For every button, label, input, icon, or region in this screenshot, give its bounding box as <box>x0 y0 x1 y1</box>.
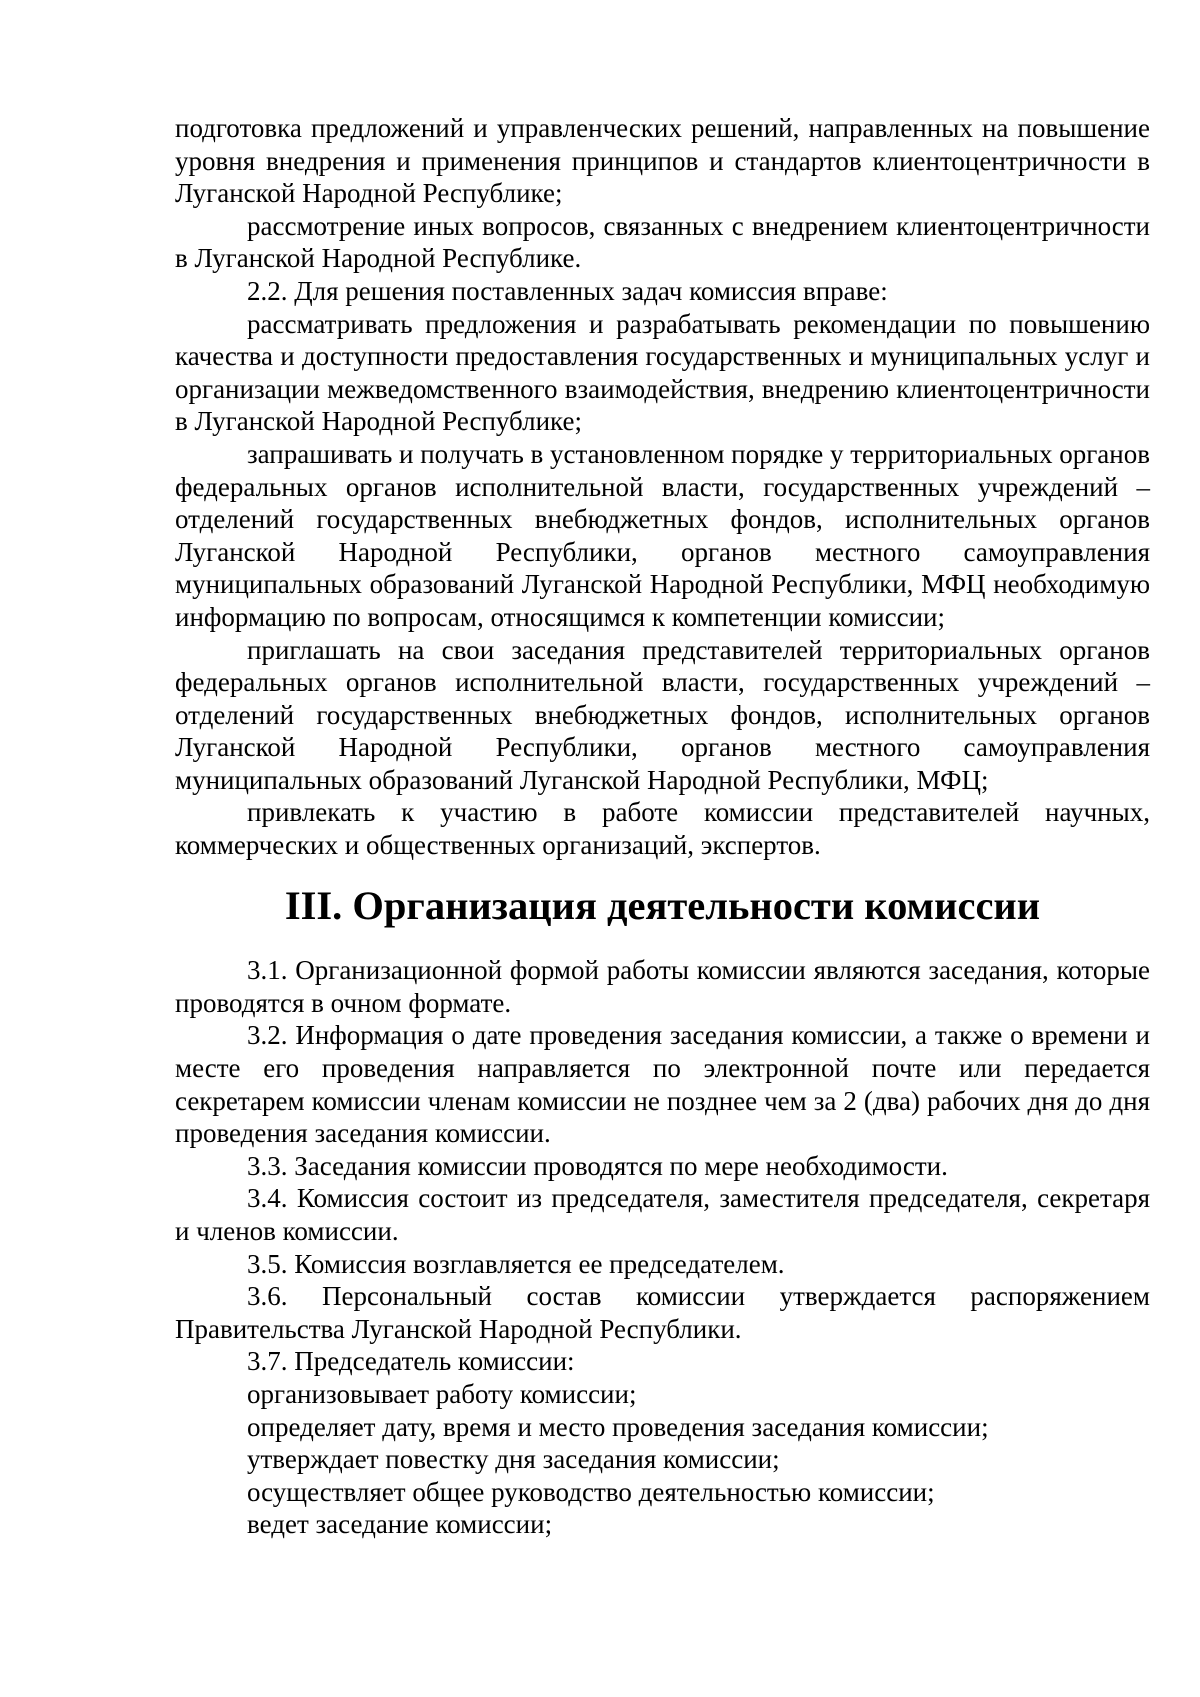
paragraph-proposals-preparation: подготовка предложений и управленческих решений, направленных на повышение уровня внедрения и применения принципов и стандартов клиентоцентричности в Луганской Народной Республике; <box>175 113 1150 209</box>
paragraph-3-6: 3.6. Персональный состав комиссии утверждается распоряжением Правительства Луганской Народной Республики. <box>175 1281 1150 1344</box>
paragraph-3-4: 3.4. Комиссия состоит из председателя, заместителя председателя, секретаря и членов комиссии. <box>175 1183 1150 1246</box>
paragraph-general-management: осуществляет общее руководство деятельностью комиссии; <box>247 1476 935 1507</box>
paragraph-review-proposals: рассматривать предложения и разрабатывать рекомендации по повышению качества и доступности предоставления государственных и муниципальных услуг и организации межведомственного взаимодействия, внедрению клиентоцентричности в Луганской Народной Республике; <box>175 308 1150 437</box>
paragraph-3-7: 3.7. Председатель комиссии: <box>247 1346 575 1377</box>
paragraph-sets-date: определяет дату, время и место проведения заседания комиссии; <box>247 1411 989 1442</box>
paragraph-other-issues: рассмотрение иных вопросов, связанных с внедрением клиентоцентричности в Луганской Народной Республике. <box>175 210 1150 274</box>
paragraph-chairs-meeting: ведет заседание комиссии; <box>247 1509 553 1540</box>
paragraph-organizes-work: организовывает работу комиссии; <box>247 1378 637 1409</box>
paragraph-3-1: 3.1. Организационной формой работы комиссии являются заседания, которые проводятся в очном формате. <box>175 955 1150 1018</box>
paragraph-3-2: 3.2. Информация о дате проведения заседания комиссии, а также о времени и месте его проведения направляется по электронной почте или передается секретарем комиссии членам комиссии не позднее чем за 2 (два) рабочих дня до дня проведения заседания комиссии. <box>175 1020 1150 1149</box>
paragraph-3-5: 3.5. Комиссия возглавляется ее председателем. <box>247 1248 785 1279</box>
paragraph-3-3: 3.3. Заседания комиссии проводятся по мере необходимости. <box>247 1150 948 1181</box>
paragraph-2-2: 2.2. Для решения поставленных задач комиссия вправе: <box>247 275 888 306</box>
paragraph-involve-experts: привлекать к участию в работе комиссии представителей научных, коммерческих и общественных организаций, экспертов. <box>175 797 1150 861</box>
section-heading: III. Организация деятельности комиссии <box>284 882 1041 928</box>
paragraph-approves-agenda: утверждает повестку дня заседания комиссии; <box>247 1444 780 1475</box>
document-page <box>175 112 1150 1541</box>
paragraph-request-information: запрашивать и получать в установленном порядке у территориальных органов федеральных органов исполнительной власти, государственных учреждений – отделений государственных внебюджетных фондов, исполнительных органов Луганской Народной Республики, органов местного самоуправления муниципальных образований Луганской Народной Республики, МФЦ необходимую информацию по вопросам, относящимся к компетенции комиссии; <box>175 438 1150 632</box>
paragraph-invite-representatives: приглашать на свои заседания представителей территориальных органов федеральных органов исполнительной власти, государственных учреждений – отделений государственных внебюджетных фондов, исполнительных органов Луганской Народной Республики, органов местного самоуправления муниципальных образований Луганской Народной Республики, МФЦ; <box>175 634 1150 795</box>
